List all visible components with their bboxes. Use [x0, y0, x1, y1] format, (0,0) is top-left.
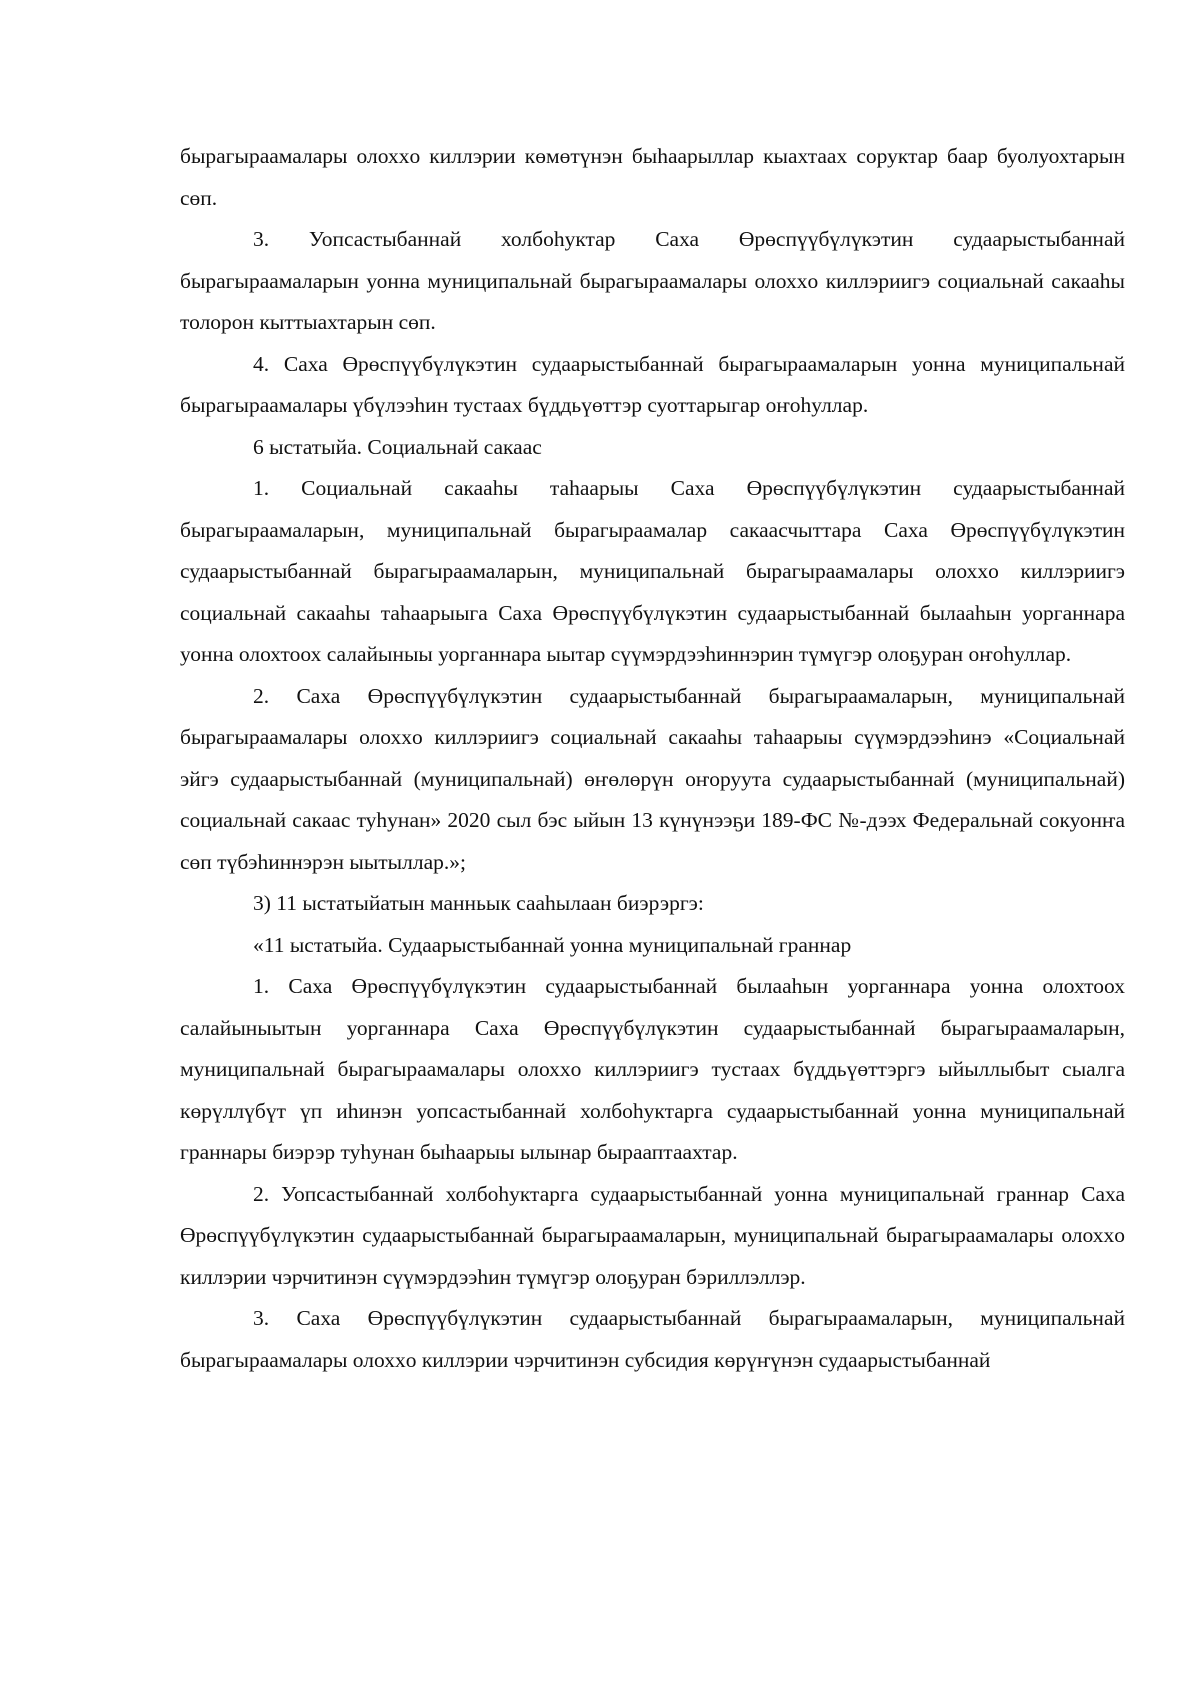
paragraph-continuation: бырагыраамалары олохxо киллэрии көмөтүнэн быһаарыллар кыахтаах соруктар баар буолуохтарын сөп. — [180, 144, 1125, 210]
amendment-item3-intro: 3) 11 ыстатыйатын манньык сааһылаан биэрэргэ: — [253, 891, 704, 915]
paragraph-article11-item1: 1. Саха Өрөспүүбүлүкэтин судаарыстыбаннай былааһын уорганнара уонна олохтоох салайыныытын уорганнара Саха Өрөспүүбүлүкэтин судаарыстыбаннай бырагыраамаларын, муниципальнай бырагыраамалары олохxо киллэриигэ тустаах бүддьүөттэргэ ыйыллыбыт сыалга көрүллүбүт үп иһинэн уопсастыбаннай холбоһуктарга судаарыстыбаннай уонна муниципальнай граннары биэрэр туһунан быһаарыы ылынар бырааптаахтар. — [180, 974, 1125, 1164]
paragraph-article5-item3: 3. Уопсастыбаннай холбоһуктар Саха Өрөспүүбүлүкэтин судаарыстыбаннай бырагыраамаларын уонна муниципальнай бырагыраамалары олохxо киллэриигэ социальнай сакааһы толорон кыттыахтарын сөп. — [180, 227, 1125, 334]
paragraph-article11-item3: 3. Саха Өрөспүүбүлүкэтин судаарыстыбаннай бырагыраамаларын, муниципальнай бырагыраамалары олохxо киллэрии чэрчитинэн субсидия көрүҥүнэн судаарыстыбаннай — [180, 1306, 1125, 1372]
document-body — [180, 136, 1125, 1381]
paragraph-article5-item4: 4. Саха Өрөспүүбүлүкэтин судаарыстыбаннай бырагыраамаларын уонна муниципальнай бырагыраамалары үбүлээһин тустаах бүддьүөттэр суоттарыгар оҥоһуллар. — [180, 351, 1125, 417]
paragraph-article6-item1: 1. Социальнай сакааһы таһаарыы Саха Өрөспүүбүлүкэтин судаарыстыбаннай бырагыраамаларын, муниципальнай бырагыраамалар сакаасчыттара Саха Өрөспүүбүлүкэтин судаарыстыбаннай бырагыраамаларын, муниципальнай бырагыраамалары олохxо киллэриигэ социальнай сакааһы таһаарыыга Саха Өрөспүүбүлүкэтин судаарыстыбаннай былааһын уорганнара уонна олохтоох салайыныы уорганнара ыытар сүүмэрдээһиннэрин түмүгэр олоҕуран оҥоһуллар. — [180, 476, 1125, 666]
paragraph-article11-item2: 2. Уопсастыбаннай холбоһуктарга судаарыстыбаннай уонна муниципальнай граннар Саха Өрөспүүбүлүкэтин судаарыстыбаннай бырагыраамаларын, муниципальнай бырагыраамалары олохxо киллэрии чэрчитинэн сүүмэрдээһин түмүгэр олоҕуран бэриллэллэр. — [180, 1181, 1125, 1289]
article-6-heading: 6 ыстатыйа. Социальнай сакаас — [253, 434, 542, 459]
article-11-heading: «11 ыстатыйа. Судаарыстыбаннай уонна муниципальнай граннар — [253, 932, 852, 957]
paragraph-article6-item2: 2. Саха Өрөспүүбүлүкэтин судаарыстыбаннай бырагыраамаларын, муниципальнай бырагыраамалары олохxо киллэриигэ социальнай сакааһы таһаарыы сүүмэрдээһинэ «Социальнай эйгэ судаарыстыбаннай (муниципальнай) өҥөлөрүн оҥоруута судаарыстыбаннай (муниципальнай) социальнай сакаас туһунан» 2020 сыл бэс ыйын 13 күнүнээҕи 189-ФС №-дээх Федеральнай сокуонҥа сөп түбэһиннэрэн ыытыллар.»; — [180, 683, 1125, 874]
